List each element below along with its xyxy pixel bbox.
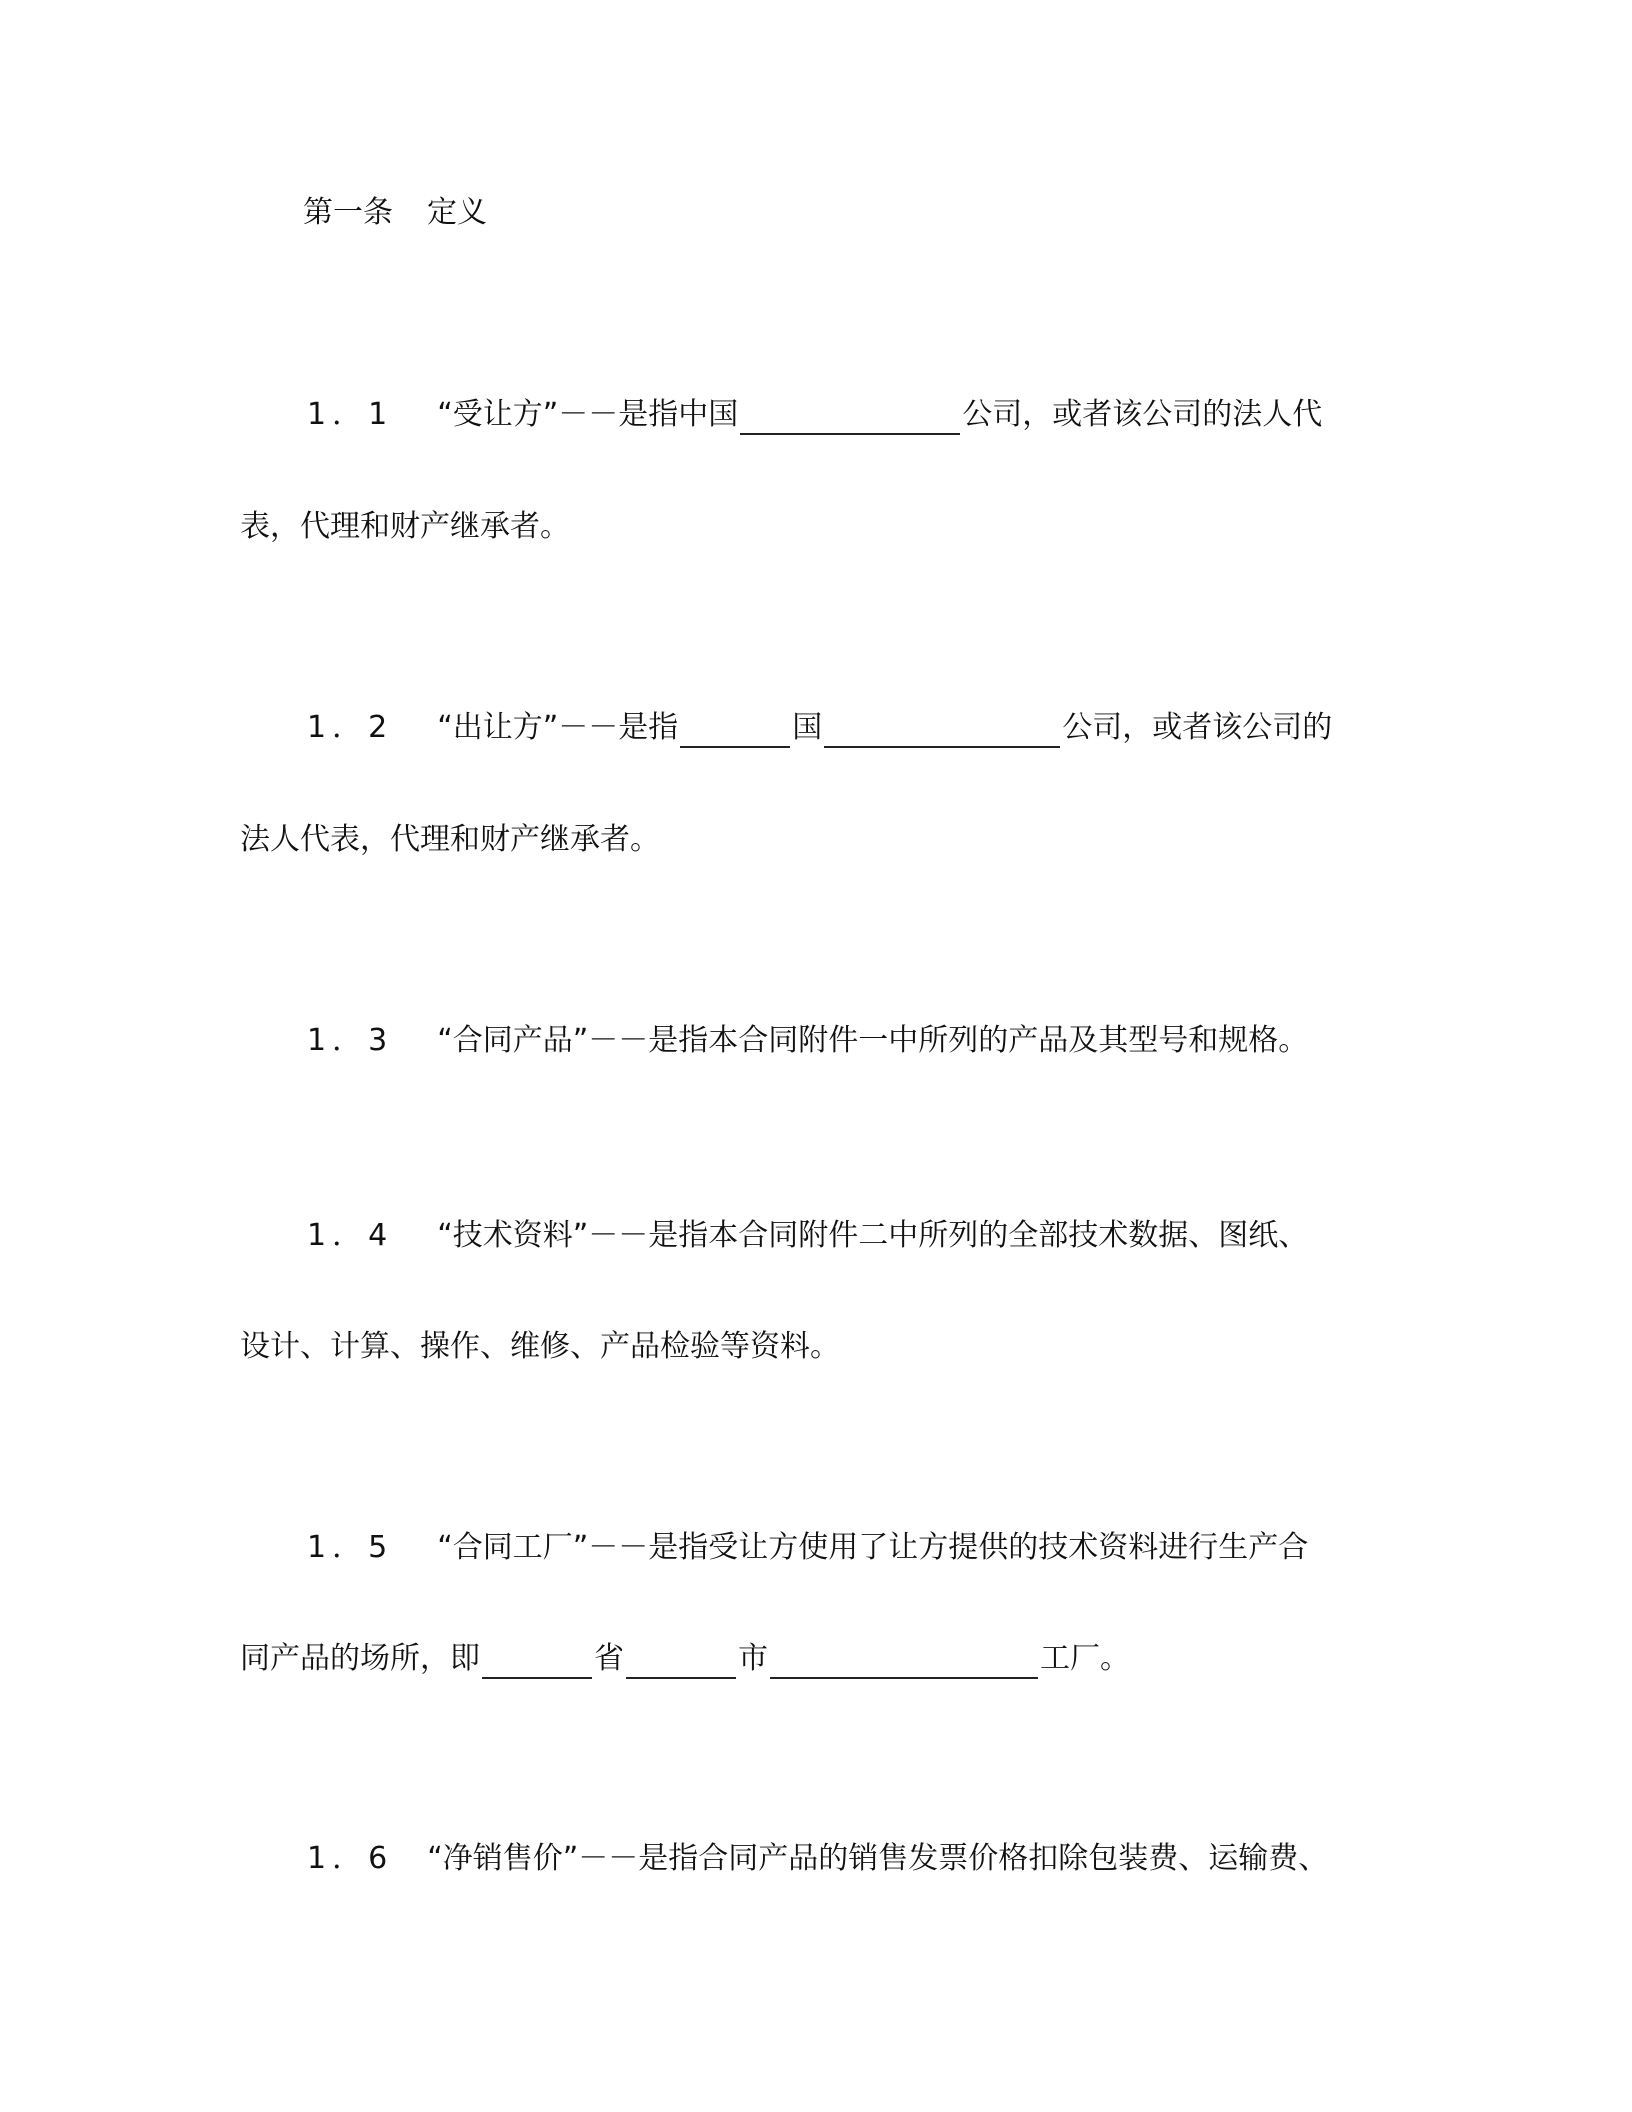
clause-text: －－是指: [558, 710, 679, 745]
clause-text: 公司，或者该公司的: [1062, 710, 1333, 745]
clause-term: “技术资料”: [437, 1218, 589, 1253]
clause-term: “净销售价”: [427, 1841, 579, 1876]
clause-1-2-line-1: [307, 708, 1332, 748]
clause-text: 工厂。: [1040, 1641, 1130, 1676]
clause-text: 市: [738, 1641, 768, 1676]
fill-blank-factory[interactable]: [770, 1645, 1038, 1679]
clause-text: －－是指合同产品的销售发票价格扣除包装费、运输费、: [578, 1841, 1329, 1876]
clause-text: －－是指本合同附件二中所列的全部技术数据、图纸、: [588, 1218, 1309, 1253]
clause-text: 法人代表，代理和财产继承者。: [240, 822, 660, 857]
clause-term: “合同产品”: [437, 1023, 589, 1058]
article-title: 定义: [427, 195, 487, 230]
clause-1-1-line-2: [240, 507, 570, 547]
clause-1-2-line-2: [240, 820, 660, 860]
fill-blank-licensor-country[interactable]: [680, 714, 790, 748]
article-number: 第一条: [303, 195, 393, 230]
clause-text: 国: [792, 710, 823, 745]
clause-number: 1．2: [307, 710, 394, 745]
clause-1-1-line-1: [307, 395, 1322, 435]
fill-blank-licensee-company[interactable]: [740, 401, 960, 435]
clause-text: 同产品的场所，即: [240, 1641, 480, 1676]
clause-text: 省: [594, 1641, 624, 1676]
clause-1-5-line-2: [240, 1639, 1130, 1679]
clause-1-6-line-1: [307, 1839, 1328, 1879]
clause-1-3-line-1: [307, 1021, 1308, 1061]
clause-number: 1．5: [307, 1530, 394, 1565]
clause-1-5-line-1: [307, 1528, 1308, 1568]
clause-text: 公司，或者该公司的法人代: [962, 397, 1323, 432]
clause-term: “受让方”: [437, 397, 559, 432]
article-heading: [303, 193, 487, 233]
fill-blank-province[interactable]: [482, 1645, 592, 1679]
clause-text: －－是指中国: [558, 397, 739, 432]
clause-number: 1．3: [307, 1023, 394, 1058]
clause-term: “合同工厂”: [437, 1530, 589, 1565]
fill-blank-city[interactable]: [626, 1645, 736, 1679]
clause-1-4-line-1: [307, 1216, 1308, 1256]
clause-text: 表，代理和财产继承者。: [240, 509, 570, 544]
clause-text: 设计、计算、操作、维修、产品检验等资料。: [240, 1329, 840, 1364]
clause-term: “出让方”: [437, 710, 559, 745]
clause-number: 1．6: [307, 1841, 394, 1876]
clause-text: －－是指受让方使用了让方提供的技术资料进行生产合: [588, 1530, 1309, 1565]
clause-number: 1．4: [307, 1218, 394, 1253]
clause-number: 1．1: [307, 397, 394, 432]
clause-1-4-line-2: [240, 1327, 840, 1367]
clause-text: －－是指本合同附件一中所列的产品及其型号和规格。: [588, 1023, 1309, 1058]
fill-blank-licensor-company[interactable]: [824, 714, 1060, 748]
